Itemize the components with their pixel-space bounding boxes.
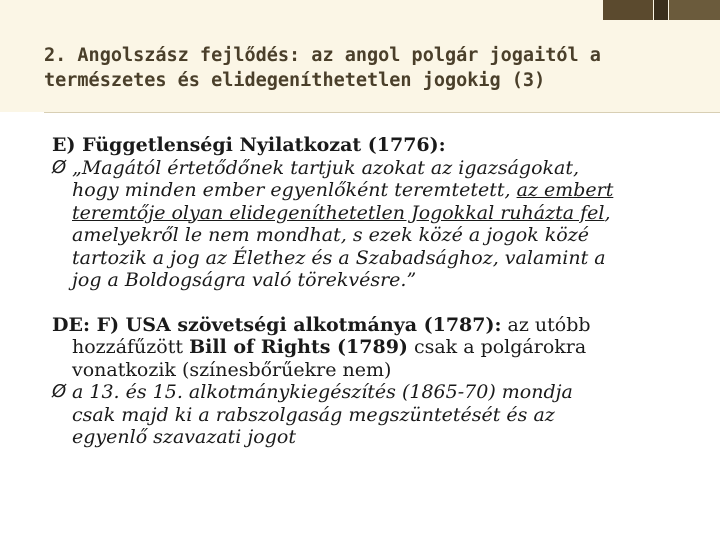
arrow-bullet-icon: Ø — [52, 381, 67, 402]
amendments-line-2: csak majd ki a rabszolgaság megszüntetését és az — [72, 403, 555, 426]
slide-body — [52, 134, 692, 449]
quote-line-5: tartozik a jog az Élethez és a Szabadsághoz, valamint a — [72, 246, 606, 269]
amendments-line-3: egyenlő szavazati jogot — [72, 426, 296, 448]
accent-block-2 — [654, 0, 668, 20]
section-def-line-2: hozzáfűzött Bill of Rights (1789) csak a polgárokra — [72, 336, 587, 358]
quote-line-2: hogy minden ember egyenlőként teremtetett, az embert — [72, 179, 614, 201]
section-spacer — [52, 292, 692, 314]
section-e-heading: E) Függetlenségi Nyilatkozat (1776): — [52, 134, 446, 156]
section-def-line-1: DE: F) USA szövetségi alkotmánya (1787): az utóbb — [52, 313, 591, 336]
quote-line-1: „Magától értetődőnek tartjuk azokat az igazságokat, — [72, 156, 580, 179]
bill-of-rights: Bill of Rights (1789) — [189, 336, 408, 358]
accent-block-1 — [603, 0, 653, 20]
quote-line-6: jog a Boldogságra való törekvésre.” — [72, 269, 417, 291]
quote-underlined-1: az embert — [516, 179, 614, 201]
slide-title-line-1: 2. Angolszász fejlődés: az angol polgár jogaitól a — [44, 45, 601, 66]
quote-underlined-2: teremtője olyan elidegeníthetetlen Jogokkal ruházta fel — [72, 201, 605, 224]
section-def-heading: DE: F) USA szövetségi alkotmánya (1787): — [52, 313, 502, 336]
slide-title — [44, 43, 704, 93]
quote-line-4: amelyekről le nem mondhat, s ezek közé a jogok közé — [72, 224, 589, 246]
title-divider — [44, 112, 720, 113]
arrow-bullet-icon: Ø — [52, 156, 67, 178]
amendments-bullet — [52, 381, 692, 449]
slide-title-line-2: természetes és elidegeníthetetlen jogokig (3) — [44, 70, 546, 91]
quote-line-3: teremtője olyan elidegeníthetetlen Jogokkal ruházta fel, — [72, 201, 611, 224]
declaration-quote — [52, 157, 692, 292]
section-def-line-3: vonatkozik (színesbőrűekre nem) — [72, 358, 392, 381]
amendments-line-1: a 13. és 15. alkotmánykiegészítés (1865-70) mondja — [72, 381, 573, 403]
accent-block-3 — [669, 0, 720, 20]
